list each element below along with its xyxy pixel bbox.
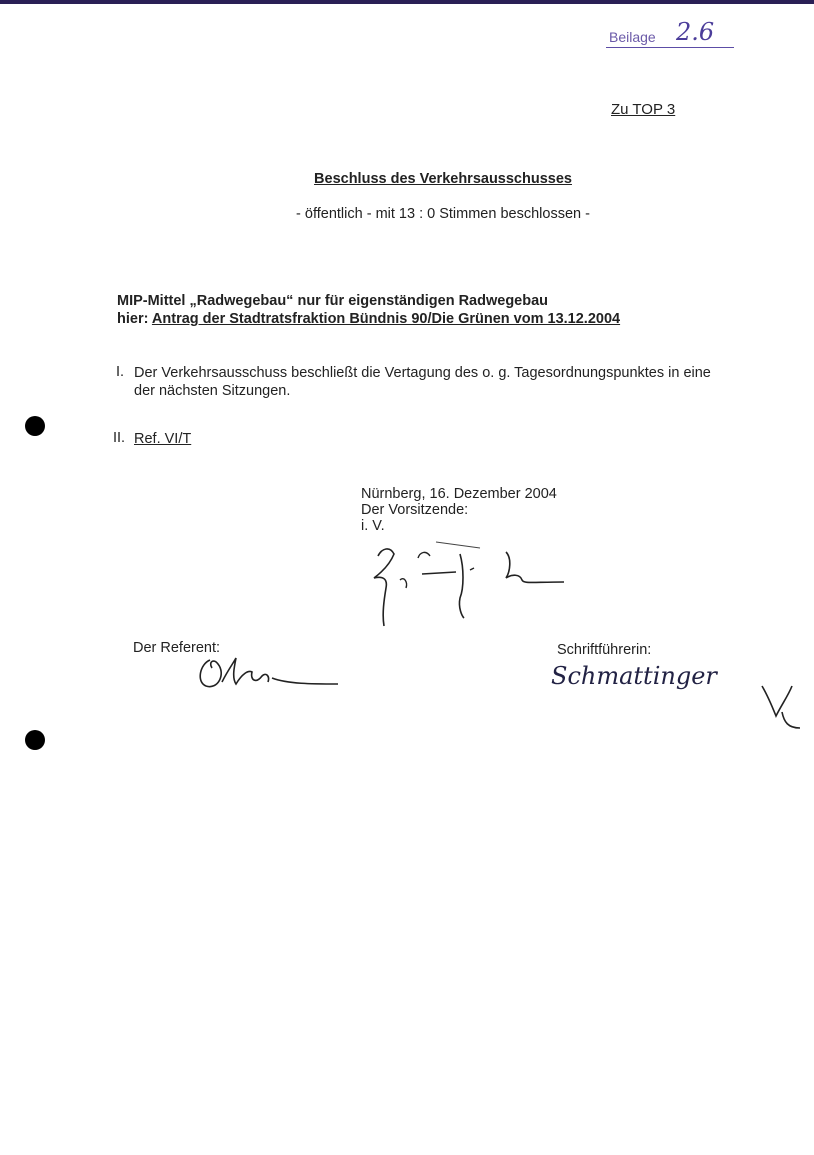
item-2-number: II.	[113, 430, 126, 446]
item-1-line-2: der nächsten Sitzungen.	[134, 383, 291, 399]
beilage-number-handwritten: 2.6	[676, 18, 715, 46]
subject-block	[117, 292, 620, 328]
beilage-underline	[606, 47, 734, 48]
item-2-text: Ref. VI/T	[134, 431, 192, 447]
vote-result: - öffentlich - mit 13 : 0 Stimmen beschlossen -	[296, 206, 590, 222]
agenda-reference: Zu TOP 3	[611, 101, 676, 118]
scan-top-edge	[0, 0, 814, 4]
subject-line-2-prefix: hier:	[117, 311, 149, 327]
place-date: Nürnberg, 16. Dezember 2004	[361, 486, 557, 502]
chairman-signature	[360, 538, 570, 633]
item-1-line-1: Der Verkehrsausschuss beschließt die Vertagung des o. g. Tagesordnungspunktes in eine	[134, 365, 711, 381]
subject-line-1: MIP-Mittel „Radwegebau“ nur für eigenständigen Radwegebau	[117, 293, 549, 309]
item-1-number: I.	[116, 364, 125, 380]
check-mark	[760, 682, 804, 734]
subject-line-2	[117, 310, 620, 328]
in-representation: i. V.	[361, 518, 385, 534]
chairman-signature-block	[361, 486, 557, 534]
beilage-label: Beilage	[609, 29, 656, 45]
referent-label: Der Referent:	[133, 640, 221, 656]
punch-hole-top	[25, 416, 45, 436]
document-title: Beschluss des Verkehrsausschusses	[314, 171, 572, 187]
punch-hole-bottom	[25, 730, 45, 750]
chairman-role: Der Vorsitzende:	[361, 502, 469, 518]
subject-line-2-main: Antrag der Stadtratsfraktion Bündnis 90/Die Grünen vom 13.12.2004	[151, 311, 621, 327]
item-1-text	[134, 364, 711, 400]
schriftfuehrerin-label: Schriftführerin:	[557, 642, 652, 658]
schriftfuehrerin-signature: Schmattinger	[551, 662, 717, 690]
referent-signature	[192, 652, 342, 692]
